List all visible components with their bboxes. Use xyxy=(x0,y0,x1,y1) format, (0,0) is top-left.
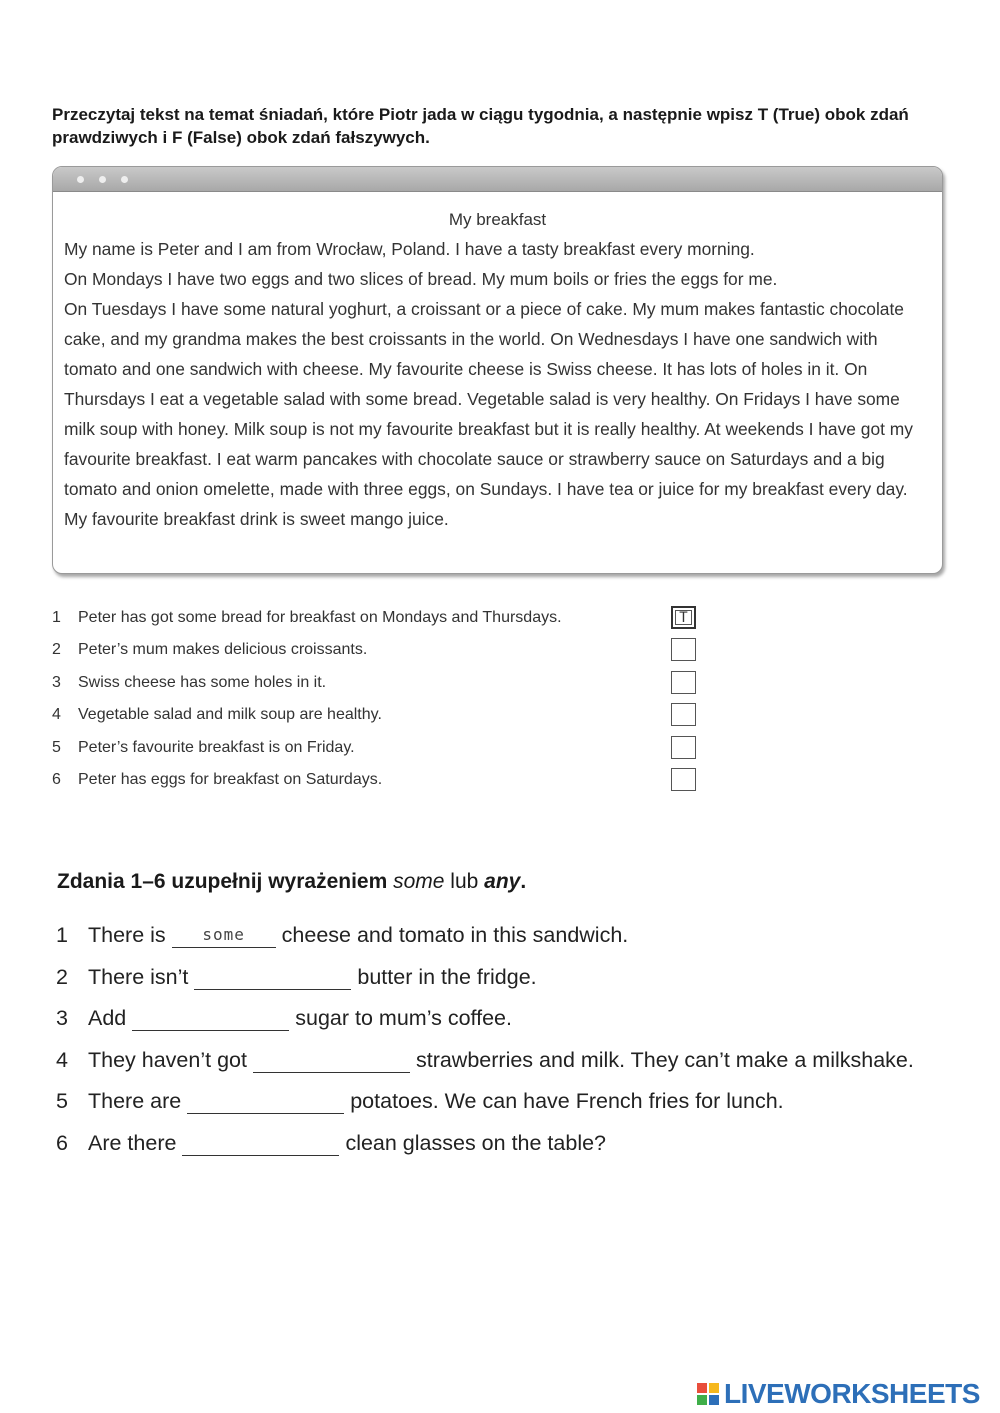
reading-title: My breakfast xyxy=(448,210,547,229)
gap-number: 6 xyxy=(56,1130,68,1155)
tf-statement: Peter has eggs for breakfast on Saturdays. xyxy=(78,770,383,788)
gap-before: There is xyxy=(88,923,166,947)
gap-item xyxy=(56,998,976,1040)
gap-after: clean glasses on the table? xyxy=(345,1130,607,1155)
gap-fill-list xyxy=(56,915,976,1165)
tf-number: 4 xyxy=(52,706,61,724)
tf-item xyxy=(52,764,702,796)
gap-before: There isn’t xyxy=(88,964,189,989)
gap-item xyxy=(56,915,976,957)
gap-before: Are there xyxy=(88,1130,177,1155)
gap-after: potatoes. We can have French fries for lunch. xyxy=(350,1089,784,1114)
tf-statement: Swiss cheese has some holes in it. xyxy=(78,673,327,691)
gap-after: sugar to mum’s coffee. xyxy=(295,1006,512,1031)
tf-item xyxy=(52,667,702,699)
reading-window xyxy=(52,166,943,574)
heading-or: lub xyxy=(444,870,485,893)
window-dot-icon xyxy=(121,176,128,183)
gap-number: 2 xyxy=(56,964,68,989)
gap-item xyxy=(56,1123,976,1165)
gap-after: strawberries and milk. They can’t make a milkshake. xyxy=(415,1047,914,1072)
answer-text: some xyxy=(202,925,245,944)
tf-answer-box[interactable] xyxy=(671,703,696,726)
logo-square xyxy=(709,1383,719,1393)
heading-text: Zdania 1–6 uzupełnij wyrażeniem xyxy=(57,870,394,893)
reading-line: On Mondays I have two eggs and two slices of bread. My mum boils or fries the eggs for me. xyxy=(64,269,778,289)
gap-item xyxy=(56,1040,976,1082)
instructions-reading: Przeczytaj tekst na temat śniadań, które Piotr jada w ciągu tygodnia, a następnie wpisz T (True) obok zdań prawdziwych i F (False) obok zdań fałszywych. xyxy=(52,105,909,147)
tf-statement: Vegetable salad and milk soup are healthy. xyxy=(78,706,382,724)
tf-answer-box[interactable]: T xyxy=(671,606,696,629)
answer-blank[interactable] xyxy=(194,965,351,990)
reading-text xyxy=(64,234,932,534)
tf-number: 5 xyxy=(52,738,61,756)
gap-item xyxy=(56,1081,976,1123)
reading-paragraph: On Tuesdays I have some natural yoghurt, a croissant or a piece of cake. My mum makes fantastic chocolate cake, and my grandma makes the best croissants in the world. On Wednesdays I have one sandwich with tomato and one sandwich with cheese. My favourite cheese is Swiss cheese. It has lots of holes in it. On Thursdays I eat a vegetable salad with some bread. Vegetable salad is very healthy. On Fridays I have some milk soup with honey. Milk soup is not my favourite breakfast but it is really healthy. At weekends I have got my favourite breakfast. I eat warm pancakes with chocolate sauce or strawberry sauce on Saturdays and a big tomato and onion omelette, made with three eggs, on Sundays. I have tea or juice for my breakfast every day. My favourite breakfast drink is sweet mango juice. xyxy=(64,299,913,529)
gap-after: butter in the fridge. xyxy=(357,964,537,989)
tf-number: 1 xyxy=(52,609,61,626)
gap-before: They haven’t got xyxy=(88,1047,247,1072)
tf-number: 6 xyxy=(52,770,61,788)
gap-number: 4 xyxy=(56,1047,68,1072)
reading-line: My name is Peter and I am from Wrocław, Poland. I have a tasty breakfast every morning. xyxy=(64,239,755,259)
window-dot-icon xyxy=(99,176,106,183)
answer-blank[interactable] xyxy=(132,1006,289,1031)
heading-any: any xyxy=(484,870,521,893)
tf-statement: Peter’s favourite breakfast is on Friday. xyxy=(78,738,355,756)
gap-after: cheese and tomato in this sandwich. xyxy=(281,923,629,947)
logo-square xyxy=(697,1383,707,1393)
tf-statement: Peter has got some bread for breakfast on Mondays and Thursdays. xyxy=(78,609,562,626)
tf-item xyxy=(52,699,702,731)
true-false-list xyxy=(52,602,702,796)
heading-end: . xyxy=(520,870,527,893)
gap-before: Add xyxy=(88,1006,127,1031)
tf-number: 3 xyxy=(52,673,61,691)
tf-number: 2 xyxy=(52,641,61,659)
gap-before: There are xyxy=(88,1089,182,1114)
logo-square xyxy=(709,1395,719,1405)
exercise2-heading xyxy=(57,870,526,894)
tf-answer-box[interactable] xyxy=(671,671,696,694)
answer-blank[interactable] xyxy=(182,1131,339,1156)
gap-number: 3 xyxy=(56,1006,68,1031)
tf-answer-box[interactable] xyxy=(671,736,696,759)
gap-number: 5 xyxy=(56,1089,68,1114)
liveworksheets-logo[interactable] xyxy=(697,1379,980,1409)
window-titlebar xyxy=(53,167,942,192)
answer-blank[interactable] xyxy=(187,1089,344,1114)
heading-some: some xyxy=(393,870,445,893)
logo-square xyxy=(697,1395,707,1405)
gap-item xyxy=(56,957,976,999)
window-dot-icon xyxy=(77,176,84,183)
tf-item xyxy=(52,602,702,634)
tf-answer-box[interactable] xyxy=(671,768,696,791)
tf-item xyxy=(52,732,702,764)
answer-blank[interactable] xyxy=(172,923,276,948)
tf-item xyxy=(52,634,702,666)
logo-grid-icon xyxy=(697,1383,719,1405)
tf-answer-box[interactable] xyxy=(671,638,696,661)
logo-text: LIVEWORKSHEETS xyxy=(724,1378,980,1409)
tf-statement: Peter’s mum makes delicious croissants. xyxy=(78,641,368,659)
gap-number: 1 xyxy=(56,923,68,947)
answer-blank[interactable] xyxy=(253,1048,410,1073)
